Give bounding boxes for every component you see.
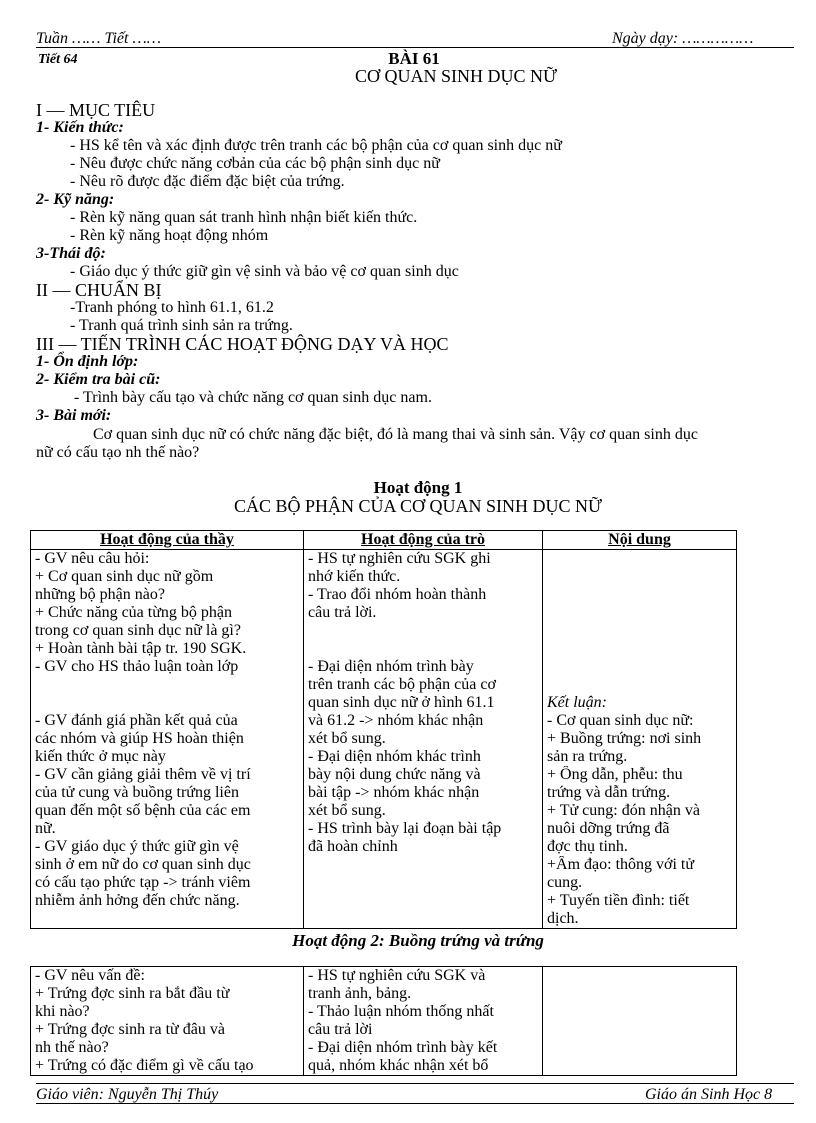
activity2-table — [30, 966, 737, 1076]
page-title: CƠ QUAN SINH DỤC NỮ — [355, 66, 557, 86]
list-item: - Tranh quá trình sinh sản ra trứng. — [70, 317, 293, 334]
cell-line: - Đại diện nhóm trình bày kết — [308, 1039, 498, 1056]
cell-line: có cấu tạo phức tạp -> tránh viêm — [35, 874, 251, 891]
teacher-activity-cell — [31, 967, 304, 1076]
cell-line: nhiễm ảnh hởng đến chức năng. — [35, 892, 240, 909]
cell-line: + Ống dẫn, phễu: thu — [547, 766, 683, 783]
cell-spacer — [35, 694, 299, 712]
table-header: Hoạt động của thầy — [31, 531, 304, 550]
cell-line: - GV cần giảng giải thêm về vị trí — [35, 766, 251, 783]
section-procedure: III — TIẾN TRÌNH CÁC HOẠT ĐỘNG DẠY VÀ HỌC — [36, 334, 449, 354]
table-header: Nội dung — [543, 531, 737, 550]
cell-line: của tử cung và buồng trứng liên — [35, 784, 239, 801]
list-item: -Tranh phóng to hình 61.1, 61.2 — [70, 299, 274, 316]
intro-paragraph-line: nữ có cấu tạo nh thế nào? — [36, 444, 200, 461]
cell-line: đã hoàn chỉnh — [308, 838, 398, 855]
subsection-knowledge: 1- Kiến thức: — [36, 119, 124, 136]
content-cell — [543, 967, 737, 1076]
cell-line: + Trứng đợc sinh ra từ đâu và — [35, 1021, 225, 1038]
cell-line: - HS tự nghiên cứu SGK và — [308, 967, 486, 984]
cell-line: - Đại diện nhóm khác trình — [308, 748, 481, 765]
cell-line: sinh ở em nữ do cơ quan sinh dục — [35, 856, 251, 873]
activity1-subtitle: CÁC BỘ PHẬN CỦA CƠ QUAN SINH DỤC NỮ — [233, 496, 602, 516]
cell-line: các nhóm và giúp HS hoàn thiện — [35, 730, 244, 747]
cell-line: - GV cho HS thảo luận toàn lớp — [35, 658, 239, 675]
student-activity-cell — [304, 550, 543, 929]
cell-line: - Đại diện nhóm trình bày — [308, 658, 474, 675]
cell-line: - Cơ quan sinh dục nữ: — [547, 712, 694, 729]
header-rule — [36, 47, 794, 48]
activity2-title: Hoạt động 2: Buồng trứng và trứng — [292, 931, 544, 950]
cell-line: trứng và dẫn trứng. — [547, 784, 671, 801]
cell-line: + Trứng có đặc điểm gì về cấu tạo — [35, 1057, 254, 1074]
subsection-skills: 2- Kỹ năng: — [36, 191, 115, 208]
list-item: - Nêu rõ được đặc điểm đặc biệt của trứng. — [70, 173, 345, 190]
list-item: - Rèn kỹ năng hoạt động nhóm — [70, 227, 269, 244]
subsection-old-lesson-check: 2- Kiểm tra bài cũ: — [36, 371, 161, 388]
footer-teacher: Giáo viên: Nguyễn Thị Thúy — [36, 1086, 219, 1103]
cell-line: bày nội dung chức năng và — [308, 766, 481, 783]
section-objectives: I — MỤC TIÊU — [36, 100, 156, 120]
list-item: - Nêu được chức năng cơbản của các bộ phận sinh dục nữ — [70, 155, 440, 172]
cell-line: trong cơ quan sinh dục nữ là gì? — [35, 622, 241, 639]
cell-line: và 61.2 -> nhóm khác nhận — [308, 712, 484, 729]
cell-line: câu trả lời — [308, 1021, 373, 1038]
cell-line: + Chức năng của từng bộ phận — [35, 604, 232, 621]
cell-line: - HS trình bày lại đoạn bài tập — [308, 820, 502, 837]
student-activity-cell — [304, 967, 543, 1076]
cell-line: - GV nêu câu hỏi: — [35, 550, 150, 567]
cell-line: những bộ phận nào? — [35, 586, 165, 603]
cell-line: kiến thức ở mục này — [35, 748, 166, 765]
cell-line: quan đến một số bệnh của các em — [35, 802, 251, 819]
cell-line: - GV đánh giá phần kết quả của — [35, 712, 238, 729]
cell-line: + Tử cung: đón nhận và — [547, 802, 700, 819]
cell-spacer — [547, 550, 732, 694]
cell-spacer — [308, 622, 538, 640]
footer-subject: Giáo án Sinh Học 8 — [645, 1086, 773, 1103]
cell-line: câu trả lời. — [308, 604, 377, 621]
lesson-tag: Tiết 64 — [38, 52, 78, 67]
cell-line: sản ra trứng. — [547, 748, 628, 765]
cell-line: quan sinh dục nữ ở hình 61.1 — [308, 694, 495, 711]
header-week-period: Tuần …… Tiết …… — [36, 30, 161, 47]
cell-line: + Tuyến tiền đình: tiết — [547, 892, 690, 909]
footer-underline — [36, 1103, 794, 1104]
cell-line: + Cơ quan sinh dục nữ gồm — [35, 568, 214, 585]
cell-line: - GV giáo dục ý thức giữ gìn vệ — [35, 838, 239, 855]
list-item: - Giáo dục ý thức giữ gìn vệ sinh và bảo vệ cơ quan sinh dục — [70, 263, 459, 280]
cell-line: - Thảo luận nhóm thống nhất — [308, 1003, 494, 1020]
content-cell — [543, 550, 737, 929]
cell-line: cung. — [547, 874, 583, 891]
cell-line: nuôi dỡng trứng đã — [547, 820, 670, 837]
cell-line: +Âm đạo: thông với tử — [547, 856, 695, 873]
footer-rule — [36, 1083, 794, 1084]
intro-paragraph-line: Cơ quan sinh dục nữ có chức năng đặc biệt, đó là mang thai và sinh sản. Vậy cơ quan sinh dục — [93, 426, 698, 443]
cell-line: bài tập -> nhóm khác nhận — [308, 784, 480, 801]
list-item: - Rèn kỹ năng quan sát tranh hình nhận biết kiến thức. — [70, 209, 418, 226]
cell-line: + Trứng đợc sinh ra bắt đầu từ — [35, 985, 230, 1002]
cell-line: dịch. — [547, 910, 579, 927]
lesson-number: BÀI 61 — [388, 49, 440, 68]
cell-line: quả, nhóm khác nhận xét bổ — [308, 1057, 489, 1074]
cell-line: + Hoàn tành bài tập tr. 190 SGK. — [35, 640, 247, 657]
cell-line: xét bổ sung. — [308, 730, 386, 747]
cell-line: + Buồng trứng: nơi sinh — [547, 730, 702, 747]
cell-spacer — [35, 676, 299, 694]
subsection-class-stabilize: 1- Ổn định lớp: — [36, 353, 139, 370]
cell-line: trên tranh các bộ phận của cơ — [308, 676, 496, 693]
list-item: - HS kể tên và xác định được trên tranh các bộ phận của cơ quan sinh dục nữ — [70, 137, 562, 154]
table-header: Hoạt động của trò — [304, 531, 543, 550]
cell-line: nhớ kiến thức. — [308, 568, 401, 585]
subsection-attitude: 3-Thái độ: — [36, 245, 106, 262]
cell-line: tranh ảnh, bảng. — [308, 985, 412, 1002]
section-preparation: II — CHUẨN BỊ — [36, 280, 162, 300]
header-teaching-date: Ngày dạy: …………… — [612, 30, 754, 47]
activity1-table — [30, 530, 737, 929]
cell-line: - HS tự nghiên cứu SGK ghi — [308, 550, 491, 567]
cell-line: nữ. — [35, 820, 56, 837]
conclusion-label: Kết luận: — [547, 694, 607, 711]
cell-spacer — [308, 640, 538, 658]
activity1-title: Hoạt động 1 — [373, 478, 463, 497]
cell-line: nh thế nào? — [35, 1039, 109, 1056]
cell-line: khi nào? — [35, 1003, 90, 1020]
cell-line: xét bổ sung. — [308, 802, 386, 819]
cell-line: đợc thụ tinh. — [547, 838, 628, 855]
list-item: - Trình bày cấu tạo và chức năng cơ quan sinh dục nam. — [74, 389, 432, 406]
subsection-new-lesson: 3- Bài mới: — [36, 407, 112, 424]
cell-line: - GV nêu vấn đề: — [35, 967, 145, 984]
cell-line: - Trao đổi nhóm hoàn thành — [308, 586, 487, 603]
teacher-activity-cell — [31, 550, 304, 929]
